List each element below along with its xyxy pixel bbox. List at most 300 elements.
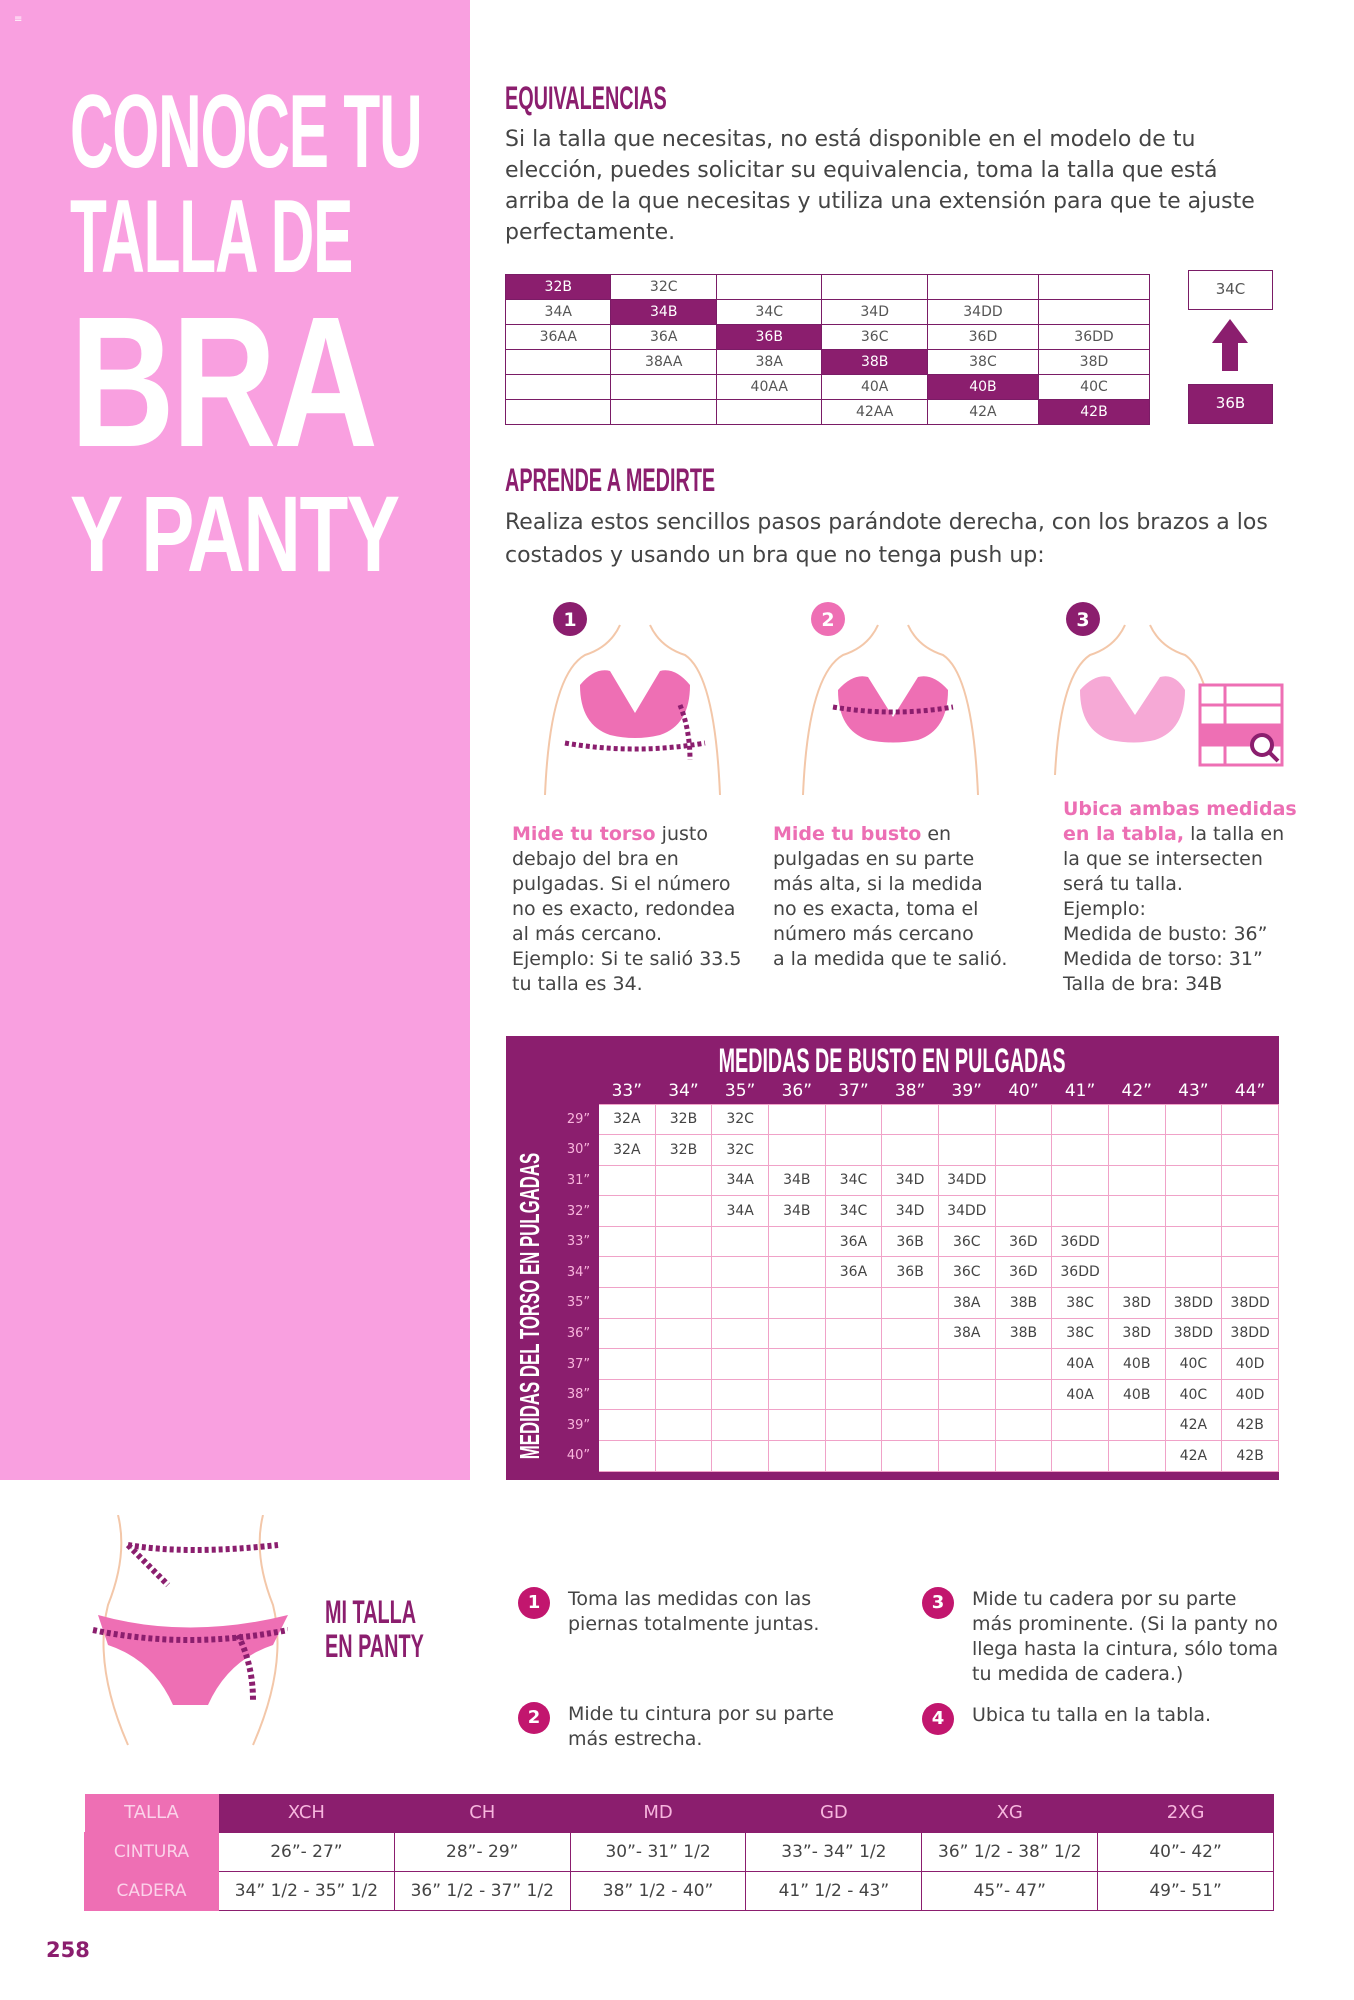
equivalence-cell [716, 275, 821, 300]
bust-header-cell: 36” [781, 1080, 813, 1101]
bust-size-cell [599, 1196, 656, 1227]
aprende-text: Realiza estos sencillos pasos parándote derecha, con los brazos a los costados y usando un bra que no tenga push up: [505, 510, 1268, 568]
bust-size-cell: 38D [1108, 1318, 1165, 1349]
bust-size-cell [1222, 1196, 1279, 1227]
bust-size-cell: 40B [1108, 1349, 1165, 1380]
panty-step-3-line: más prominente. (Si la panty no [972, 1613, 1278, 1635]
bust-size-cell: 40A [1052, 1349, 1109, 1380]
step-1-emphasis: Mide tu torso [512, 823, 656, 845]
bust-size-cell [825, 1104, 882, 1135]
bust-size-cell [655, 1165, 712, 1196]
torso-label-cell: 34” [559, 1257, 599, 1288]
bust-size-cell [712, 1349, 769, 1380]
panty-step-3-line: llega hasta la cintura, sólo toma [972, 1638, 1279, 1660]
bust-size-cell [768, 1379, 825, 1410]
bust-size-cell: 34A [712, 1196, 769, 1227]
bust-size-cell [938, 1410, 995, 1441]
bust-size-cell [1108, 1135, 1165, 1166]
bust-size-cell [938, 1379, 995, 1410]
panty-size-table [84, 1794, 1274, 1911]
step-1-line: tu talla es 34. [512, 973, 643, 995]
bust-size-cell: 36A [825, 1257, 882, 1288]
bust-size-cell: 38C [1052, 1318, 1109, 1349]
corner-cell [559, 1078, 599, 1104]
bust-size-cell [1222, 1165, 1279, 1196]
step-1-line: Ejemplo: Si te salió 33.5 [512, 948, 742, 970]
bust-header-cell: 33” [611, 1080, 643, 1101]
bust-size-cell [655, 1410, 712, 1441]
bust-size-cell [1222, 1104, 1279, 1135]
torso-label-cell: 38” [559, 1379, 599, 1410]
bust-size-cell [1165, 1165, 1222, 1196]
bust-size-cell [825, 1288, 882, 1319]
equivalence-cell: 34DD [927, 300, 1038, 325]
bust-header-cell: 44” [1234, 1080, 1266, 1101]
bust-row [559, 1196, 1279, 1227]
panty-step-2-line: Mide tu cintura por su parte [568, 1703, 834, 1725]
bust-size-cell: 36A [825, 1226, 882, 1257]
bust-size-cell [768, 1318, 825, 1349]
bust-size-cell: 38DD [1165, 1288, 1222, 1319]
equivalence-row [506, 275, 1150, 300]
size-cell: 33”- 34” 1/2 [746, 1832, 922, 1871]
step-3-line: Medida de torso: 31” [1063, 948, 1263, 970]
example-size-bottom: 36B [1188, 384, 1273, 424]
bust-size-cell: 40C [1165, 1379, 1222, 1410]
bust-size-cell: 34D [882, 1165, 939, 1196]
bust-size-cell [825, 1349, 882, 1380]
torso-label-cell: 30” [559, 1135, 599, 1166]
bust-size-cell [712, 1288, 769, 1319]
bust-size-cell: 34C [825, 1196, 882, 1227]
bust-size-cell [995, 1410, 1052, 1441]
hero-title-line-4: Y PANTY [70, 473, 399, 594]
bust-size-cell [825, 1318, 882, 1349]
size-cell: 49”- 51” [1098, 1871, 1274, 1910]
equivalence-cell: 42B [1038, 400, 1149, 425]
bust-row [559, 1104, 1279, 1135]
torso-label-cell: 39” [559, 1410, 599, 1441]
bust-size-cell [599, 1226, 656, 1257]
bust-size-cell: 38B [995, 1288, 1052, 1319]
bust-row [559, 1257, 1279, 1288]
bust-size-cell: 36C [938, 1257, 995, 1288]
size-header-cell: TALLA [85, 1794, 219, 1832]
equivalence-cell [506, 350, 611, 375]
size-row [85, 1832, 1274, 1871]
torso-label-cell: 37” [559, 1349, 599, 1380]
bust-size-cell: 36DD [1052, 1257, 1109, 1288]
equivalence-cell [927, 275, 1038, 300]
arrow-up-icon [1210, 317, 1250, 373]
bust-size-cell [1165, 1196, 1222, 1227]
step-3-number: 3 [1076, 609, 1090, 631]
torso-label-cell: 40” [559, 1441, 599, 1472]
equivalence-cell [506, 375, 611, 400]
equivalence-cell: 36A [611, 325, 716, 350]
equivalence-cell: 40AA [716, 375, 821, 400]
bust-header-cell: 34” [668, 1080, 699, 1101]
bust-size-cell: 34B [768, 1196, 825, 1227]
bust-size-cell [825, 1135, 882, 1166]
equivalence-cell: 36D [927, 325, 1038, 350]
bust-header-cell: 35” [724, 1080, 756, 1101]
bust-size-cell: 38A [938, 1318, 995, 1349]
step-3-text [1063, 797, 1303, 997]
bust-size-cell [1108, 1104, 1165, 1135]
equivalence-cell: 36DD [1038, 325, 1149, 350]
bust-size-cell: 38A [938, 1288, 995, 1319]
bust-size-cell [938, 1441, 995, 1472]
bust-size-cell: 34DD [938, 1165, 995, 1196]
bust-size-cell [1052, 1196, 1109, 1227]
equivalencias-title: EQUIVALENCIAS [505, 80, 667, 116]
equivalence-cell: 34C [716, 300, 821, 325]
equivalence-cell: 36B [716, 325, 821, 350]
bust-size-cell [1108, 1441, 1165, 1472]
menu-mark: ≡ [14, 14, 23, 25]
bust-size-cell [1108, 1196, 1165, 1227]
bust-header-cell: 43” [1178, 1080, 1209, 1101]
step-1-illustration [540, 595, 730, 805]
size-row-label: CADERA [85, 1871, 219, 1910]
page-number: 258 [46, 1938, 90, 1962]
size-cell: 40”- 42” [1098, 1832, 1274, 1871]
bust-size-grid [558, 1078, 1279, 1472]
step-2-text [773, 822, 1023, 972]
bust-size-cell: 40A [1052, 1379, 1109, 1410]
bust-size-cell [599, 1165, 656, 1196]
step-1-line: al más cercano. [512, 923, 663, 945]
bust-size-cell [995, 1104, 1052, 1135]
bust-size-cell [995, 1441, 1052, 1472]
bust-size-cell [712, 1257, 769, 1288]
bust-size-cell [882, 1410, 939, 1441]
hero-title-line-1: CONOCE TU [70, 74, 422, 190]
bust-header-cell: 39” [951, 1080, 982, 1101]
hero-title-line-2: TALLA DE [70, 179, 353, 295]
equivalence-cell: 40B [927, 375, 1038, 400]
bust-size-cell: 34B [768, 1165, 825, 1196]
equivalence-cell: 38B [822, 350, 927, 375]
step-1-line: pulgadas. Si el número [512, 873, 731, 895]
bust-size-cell: 32A [599, 1135, 656, 1166]
size-cell: 30”- 31” 1/2 [570, 1832, 746, 1871]
bust-size-cell [1052, 1165, 1109, 1196]
size-cell: 36” 1/2 - 37” 1/2 [394, 1871, 570, 1910]
size-header-cell: MD [570, 1794, 746, 1832]
torso-label-cell: 32” [559, 1196, 599, 1227]
bust-size-cell: 42B [1222, 1441, 1279, 1472]
size-cell: 36” 1/2 - 38” 1/2 [922, 1832, 1098, 1871]
bust-size-cell: 34C [825, 1165, 882, 1196]
size-header-cell: XG [922, 1794, 1098, 1832]
bust-size-cell: 36D [995, 1226, 1052, 1257]
torso-label-cell: 33” [559, 1226, 599, 1257]
bust-size-cell: 32A [599, 1104, 656, 1135]
panty-illustration [88, 1515, 288, 1755]
equivalence-cell: 40C [1038, 375, 1149, 400]
bust-size-cell [1052, 1441, 1109, 1472]
bust-size-cell [768, 1349, 825, 1380]
bust-size-cell [882, 1379, 939, 1410]
bust-row [559, 1349, 1279, 1380]
bust-size-cell [882, 1441, 939, 1472]
step-2-line: a la medida que te salió. [773, 948, 1008, 970]
equivalence-row [506, 400, 1150, 425]
equivalence-row [506, 325, 1150, 350]
bust-size-cell [1108, 1165, 1165, 1196]
bust-size-cell [655, 1379, 712, 1410]
torso-label-cell: 29” [559, 1104, 599, 1135]
bust-size-cell [768, 1226, 825, 1257]
bust-size-cell [825, 1410, 882, 1441]
bust-size-cell [1222, 1226, 1279, 1257]
step-3-illustration [1050, 595, 1290, 805]
step-3-emphasis-2: en la tabla, [1063, 823, 1185, 845]
equivalence-cell [611, 400, 716, 425]
bust-row [559, 1379, 1279, 1410]
bust-size-cell [995, 1165, 1052, 1196]
panty-step-3-number: 3 [922, 1587, 954, 1619]
bust-header-cell: 41” [1064, 1080, 1096, 1101]
equivalence-cell: 38AA [611, 350, 716, 375]
bust-size-cell [712, 1441, 769, 1472]
bust-size-cell: 36B [882, 1226, 939, 1257]
bust-row [559, 1410, 1279, 1441]
bust-size-cell [1222, 1135, 1279, 1166]
bust-size-cell [1052, 1135, 1109, 1166]
bust-size-cell [655, 1226, 712, 1257]
step-3-line: Talla de bra: 34B [1063, 973, 1223, 995]
equivalence-cell: 32B [506, 275, 611, 300]
bust-size-cell [938, 1135, 995, 1166]
bust-size-cell [882, 1135, 939, 1166]
bust-row [559, 1318, 1279, 1349]
equivalence-cell [1038, 300, 1149, 325]
bust-size-cell [882, 1318, 939, 1349]
bust-size-cell: 40D [1222, 1379, 1279, 1410]
torso-label-cell: 31” [559, 1165, 599, 1196]
size-row-label: CINTURA [85, 1832, 219, 1871]
bust-size-cell [599, 1410, 656, 1441]
bust-size-cell [712, 1318, 769, 1349]
bust-size-cell [768, 1288, 825, 1319]
bust-size-cell [1108, 1257, 1165, 1288]
step-1-line: debajo del bra en [512, 848, 679, 870]
size-cell: 34” 1/2 - 35” 1/2 [219, 1871, 395, 1910]
hero-title-line-3: BRA [70, 279, 375, 486]
bust-size-cell [995, 1379, 1052, 1410]
bust-size-cell [938, 1104, 995, 1135]
bust-size-cell [825, 1441, 882, 1472]
equivalence-cell: 32C [611, 275, 716, 300]
torso-label-cell: 35” [559, 1288, 599, 1319]
bust-size-cell [599, 1318, 656, 1349]
equivalence-cell [611, 375, 716, 400]
step-3-rest: la talla en [1184, 823, 1285, 845]
bust-size-cell: 34A [712, 1165, 769, 1196]
step-2-line: más alta, si la medida [773, 873, 983, 895]
bust-size-cell [1108, 1410, 1165, 1441]
step-2-rest: en [921, 823, 952, 845]
bust-size-table-panel [506, 1036, 1279, 1480]
step-2-line: pulgadas en su parte [773, 848, 975, 870]
bust-size-cell: 36C [938, 1226, 995, 1257]
bust-size-cell [768, 1410, 825, 1441]
equivalence-cell: 34D [822, 300, 927, 325]
bust-size-cell [882, 1349, 939, 1380]
panty-step-2-number: 2 [518, 1702, 550, 1734]
bust-size-cell [712, 1226, 769, 1257]
bust-size-cell [599, 1441, 656, 1472]
bust-size-cell [655, 1288, 712, 1319]
step-1-line: no es exacto, redondea [512, 898, 736, 920]
equivalencias-text: Si la talla que necesitas, no está disponible en el modelo de tu elección, puedes solicitar su equivalencia, toma la talla que está arriba de la que necesitas y utiliza una extensión para que te ajuste perfectamente. [505, 127, 1255, 245]
bust-size-cell: 36DD [1052, 1226, 1109, 1257]
bust-size-cell [599, 1349, 656, 1380]
bust-size-cell [655, 1349, 712, 1380]
bust-size-cell [655, 1441, 712, 1472]
bust-size-cell: 34DD [938, 1196, 995, 1227]
bust-row [559, 1135, 1279, 1166]
bust-size-cell: 32C [712, 1135, 769, 1166]
size-cell: 28”- 29” [394, 1832, 570, 1871]
equivalence-cell: 36C [822, 325, 927, 350]
equivalence-row [506, 350, 1150, 375]
bust-header-cell: 40” [1008, 1080, 1039, 1101]
bust-size-cell [1165, 1104, 1222, 1135]
bust-size-cell [882, 1104, 939, 1135]
bust-size-cell: 38DD [1222, 1288, 1279, 1319]
size-header-cell: CH [394, 1794, 570, 1832]
bust-size-cell [655, 1318, 712, 1349]
size-cell: 45”- 47” [922, 1871, 1098, 1910]
bust-size-cell: 36B [882, 1257, 939, 1288]
step-3-line: será tu talla. [1063, 873, 1183, 895]
bust-header-cell: 38” [894, 1080, 926, 1101]
bust-size-cell [825, 1379, 882, 1410]
bust-table-title: MEDIDAS DE BUSTO EN PULGADAS [719, 1042, 1066, 1080]
pink-side-panel [0, 0, 470, 1480]
panty-step-1-number: 1 [518, 1587, 550, 1619]
bust-size-cell: 40C [1165, 1349, 1222, 1380]
bust-size-cell [1222, 1257, 1279, 1288]
bust-header-cell: 37” [838, 1080, 869, 1101]
bust-row [559, 1165, 1279, 1196]
torso-axis-title: MEDIDAS DEL TORSO EN PULGADAS [514, 1152, 545, 1460]
example-size-top: 34C [1188, 270, 1273, 310]
equivalence-table [505, 274, 1150, 425]
equivalence-cell: 38A [716, 350, 821, 375]
step-2-illustration [798, 595, 988, 805]
bust-size-cell [1165, 1257, 1222, 1288]
step-1-rest: justo [655, 823, 708, 845]
size-row [85, 1871, 1274, 1910]
size-header-cell: GD [746, 1794, 922, 1832]
bust-size-cell [599, 1257, 656, 1288]
bust-size-cell [995, 1135, 1052, 1166]
size-cell: 26”- 27” [219, 1832, 395, 1871]
panty-step-2-line: más estrecha. [568, 1728, 703, 1750]
step-1-text [512, 822, 752, 997]
bust-row [559, 1226, 1279, 1257]
equivalence-cell [716, 400, 821, 425]
size-header-cell: XCH [219, 1794, 395, 1832]
bust-size-cell: 32C [712, 1104, 769, 1135]
bust-row [559, 1441, 1279, 1472]
panty-step-4-line: Ubica tu talla en la tabla. [972, 1704, 1212, 1726]
panty-title [325, 1595, 424, 1663]
bust-size-cell: 32B [655, 1135, 712, 1166]
step-1-number: 1 [563, 609, 577, 631]
bust-size-cell [995, 1349, 1052, 1380]
bust-size-cell [1108, 1226, 1165, 1257]
panty-title-line-2: EN PANTY [325, 1628, 424, 1664]
panty-step-3-line: Mide tu cadera por su parte [972, 1588, 1237, 1610]
panty-step-3-line: tu medida de cadera.) [972, 1663, 1184, 1685]
panty-step-4-number: 4 [922, 1703, 954, 1735]
bust-size-cell [882, 1288, 939, 1319]
bust-size-cell [768, 1135, 825, 1166]
bust-size-cell [768, 1104, 825, 1135]
bust-size-cell [995, 1196, 1052, 1227]
equivalence-row [506, 375, 1150, 400]
bust-size-cell: 32B [655, 1104, 712, 1135]
equivalence-cell: 36AA [506, 325, 611, 350]
bust-size-cell [1052, 1410, 1109, 1441]
size-header-cell: 2XG [1098, 1794, 1274, 1832]
bust-size-cell [768, 1441, 825, 1472]
bust-size-cell [599, 1379, 656, 1410]
equivalence-cell [506, 400, 611, 425]
bust-size-cell: 42A [1165, 1441, 1222, 1472]
bust-size-cell [655, 1196, 712, 1227]
equivalence-cell: 34B [611, 300, 716, 325]
bust-size-cell: 42A [1165, 1410, 1222, 1441]
bust-size-cell [1052, 1104, 1109, 1135]
step-2-line: no es exacta, toma el [773, 898, 979, 920]
step-3-line: Ejemplo: [1063, 898, 1146, 920]
bust-size-cell: 38B [995, 1318, 1052, 1349]
bust-size-cell: 36D [995, 1257, 1052, 1288]
bust-size-cell: 42B [1222, 1410, 1279, 1441]
equivalence-cell: 42A [927, 400, 1038, 425]
step-3-emphasis: Ubica ambas medidas [1063, 798, 1297, 820]
step-2-line: número más cercano [773, 923, 974, 945]
bust-size-cell [712, 1379, 769, 1410]
equivalence-row [506, 300, 1150, 325]
equivalence-cell: 38D [1038, 350, 1149, 375]
bust-size-cell: 40B [1108, 1379, 1165, 1410]
equivalence-cell [822, 275, 927, 300]
bust-size-cell [1165, 1226, 1222, 1257]
step-3-line: la que se intersecten [1063, 848, 1263, 870]
bust-size-cell: 34D [882, 1196, 939, 1227]
bust-size-cell [655, 1257, 712, 1288]
size-cell: 38” 1/2 - 40” [570, 1871, 746, 1910]
step-2-emphasis: Mide tu busto [773, 823, 922, 845]
bust-row [559, 1288, 1279, 1319]
bust-size-cell [1165, 1135, 1222, 1166]
panty-title-line-1: MI TALLA [325, 1594, 417, 1630]
panty-step-1-line: Toma las medidas con las [568, 1588, 812, 1610]
step-2-number: 2 [821, 609, 835, 631]
bust-size-cell: 38C [1052, 1288, 1109, 1319]
torso-label-cell: 36” [559, 1318, 599, 1349]
bust-size-cell [599, 1288, 656, 1319]
panty-step-1-line: piernas totalmente juntas. [568, 1613, 820, 1635]
